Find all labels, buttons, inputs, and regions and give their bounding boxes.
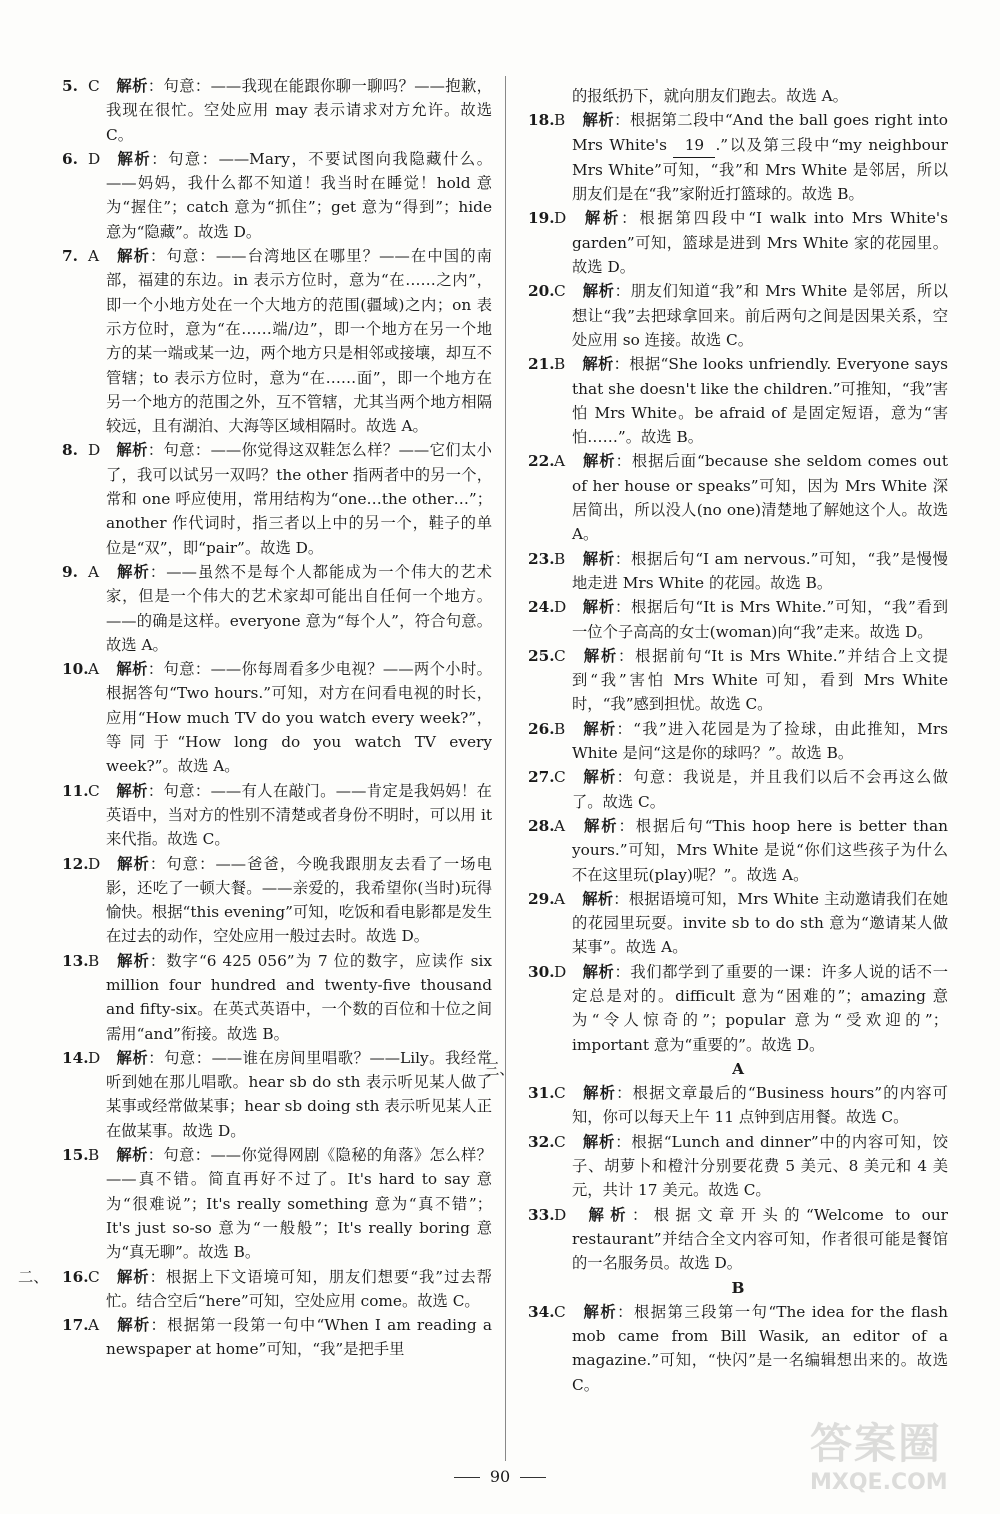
analysis-label: 解析	[582, 1084, 617, 1103]
answer-letter: D	[88, 441, 101, 460]
analysis-label: 解析	[116, 247, 151, 266]
page-number-text: 90	[489, 1467, 511, 1486]
analysis-text: ：根据后句“It is Mrs White.”可知，“我”看到一位个子高高的女士(woman)向“我”走来。故选 D。	[572, 598, 948, 641]
question-number: 30.	[528, 962, 555, 981]
answer-letter: D	[88, 149, 101, 168]
analysis-label: 解析	[116, 77, 148, 95]
answer-item	[528, 595, 948, 644]
question-number: 18.	[528, 111, 555, 130]
answer-letter: B	[88, 951, 100, 970]
analysis-label: 解析	[116, 854, 150, 873]
analysis-label: 解析	[116, 1316, 151, 1335]
analysis-label: 解析	[582, 111, 615, 130]
section-three-heading	[484, 1057, 948, 1081]
analysis-text: ：根据后面“because she seldom comes out of her house or speaks”可知，因为 Mrs White 深居简出，所以没人(no one)清楚地了解她这个人。故选 A。	[572, 452, 948, 544]
analysis-text: ：根据语境可知，Mrs White 主动邀请我们在她的花园里玩耍。invite sb to do sth 意为“邀请某人做某事”。故选 A。	[572, 889, 948, 957]
analysis-text: ：句意：——Mary，不要试图向我隐藏什么。——妈妈，我什么都不知道！我当时在睡觉！hold 意为“握住”；catch 意为“抓住”；get 意为“得到”；hide 意为“隐藏”。故选 D。	[106, 149, 492, 241]
answer-letter: C	[554, 1132, 566, 1151]
answer-letter: C	[554, 1302, 566, 1321]
analysis-label: 解析	[116, 951, 150, 970]
answer-item	[528, 547, 948, 596]
analysis-label: 解析	[582, 889, 614, 908]
answer-letter: A	[88, 562, 100, 581]
question-number: 29.	[528, 889, 555, 908]
answer-item	[528, 887, 948, 960]
question-number: 16.	[62, 1267, 89, 1286]
answer-letter: B	[554, 111, 566, 130]
question-number: 17.	[62, 1316, 89, 1335]
question-number: 11.	[62, 781, 89, 800]
analysis-label: 解析	[116, 149, 152, 168]
analysis-text: ：句意：——你觉得网剧《隐秘的角落》怎么样？——真不错。简直再好不过了。It's hard to say 意为“很难说”；It's really something 意为“真不错”；It's just so-so 意为“一般般”；It's really boring 意为“真无聊”。故选 B。	[106, 1146, 492, 1262]
analysis-label: 解析	[582, 549, 615, 568]
analysis-label: 解析	[116, 1048, 149, 1067]
answer-letter: D	[88, 1048, 101, 1067]
section-label: 二、	[18, 1267, 49, 1286]
question-number: 21.	[528, 355, 555, 374]
analysis-label: 解析	[582, 209, 622, 228]
answer-letter: B	[554, 549, 566, 568]
question-number: 15.	[62, 1146, 89, 1165]
answer-item	[528, 717, 948, 766]
analysis-label: 解析	[116, 1267, 150, 1286]
answer-item	[62, 1313, 492, 1362]
passage-heading-a: A	[732, 1059, 744, 1078]
analysis-label: 解析	[582, 816, 619, 835]
analysis-text: ：句意：——有人在敲门。——肯定是我妈妈！在英语中，当对方的性别不清楚或者身份不明时，可以用 it 来代指。故选 C。	[106, 781, 492, 849]
question-number: 6.	[62, 149, 78, 168]
answer-letter: A	[554, 816, 566, 835]
answer-item	[62, 1143, 492, 1264]
analysis-label: 解析	[582, 598, 615, 617]
analysis-text: ：——虽然不是每个人都能成为一个伟大的艺术家，但是一个伟大的艺术家却可能出自任何一个地方。——的确是这样。everyone 意为“每个人”，符合句意。故选 A。	[106, 562, 492, 654]
answer-item	[62, 244, 492, 438]
answer-item	[62, 1046, 492, 1143]
analysis-text: ：根据后句“I am nervous.”可知，“我”是慢慢地走进 Mrs White 的花园。故选 B。	[572, 549, 948, 592]
blank-number: 19	[673, 133, 715, 158]
analysis-text: ：句意：——台湾地区在哪里？——在中国的南部，福建的东边。in 表示方位时，意为“在……之内”，即一个小地方处在一个大地方的范围(疆域)之内；on 表示方位时，意为“在……端/边”，即一个地方在另一个地方的某一端或某一边，两个地方只是相邻或接壤，却互不管辖；to 表示方位时，意为“在……面”，即一个地方在另一个地方的范围之外，互不管辖，尤其当两个地方相隔较远，且有湖泊、大海等区域相隔时。故选 A。	[106, 247, 492, 436]
answer-item	[528, 765, 948, 814]
question-number: 28.	[528, 816, 555, 835]
analysis-text: ：根据文章开头的“Welcome to our restaurant”并结合全文内容可知，作者很可能是餐馆的一名服务员。故选 D。	[572, 1205, 948, 1273]
answer-letter: C	[88, 77, 100, 95]
answer-letter: D	[554, 962, 567, 981]
answer-letter: B	[554, 719, 566, 738]
question-number: 34.	[528, 1302, 555, 1321]
analysis-text: ：根据“Lunch and dinner”中的内容可知，饺子、胡萝卜和橙汁分别要花费 5 美元、8 美元和 4 美元，共计 17 美元。故选 C。	[572, 1132, 948, 1200]
analysis-text: ：我们都学到了重要的一课：许多人说的话不一定总是对的。difficult 意为“困难的”；amazing 意为“令人惊奇的”；popular 意为“受欢迎的”；important 意为“重要的”。故选 D。	[572, 962, 948, 1054]
answer-item	[62, 560, 492, 657]
answer-item	[528, 1130, 948, 1203]
watermark-cn: 答案圈	[810, 1419, 943, 1468]
question-number: 14.	[62, 1048, 89, 1067]
answer-letter: C	[554, 282, 566, 301]
analysis-text: ：根据“She looks unfriendly. Everyone says that she doesn't like the children.”可推知，“我”害怕 Mrs White。be afraid of 是固定短语，意为“害怕……”。故选 B。	[572, 355, 948, 447]
analysis-label: 解析	[116, 441, 148, 460]
analysis-label: 解析	[582, 355, 614, 374]
answer-letter: A	[88, 660, 100, 679]
analysis-text: ：“我”进入花园是为了捡球，由此推知，Mrs White 是问“这是你的球吗？”。故选 B。	[572, 719, 948, 763]
answer-letter: D	[554, 209, 567, 228]
answer-letter: A	[88, 247, 100, 266]
answer-item	[62, 74, 492, 147]
answer-letter: C	[554, 768, 566, 787]
answer-item	[62, 779, 492, 852]
question-number: 5.	[62, 77, 78, 95]
answer-item	[528, 449, 948, 546]
answer-item	[62, 657, 492, 778]
question-number: 24.	[528, 598, 555, 617]
analysis-label: 解析	[116, 562, 150, 581]
answer-item-18	[528, 108, 948, 206]
question-number: 31.	[528, 1084, 555, 1103]
analysis-text: ：朋友们知道“我”和 Mrs White 是邻居，所以想让“我”去把球拿回来。前后两句之间是因果关系，空处应用 so 连接。故选 C。	[572, 282, 948, 349]
answer-letter: D	[88, 854, 101, 873]
question-number: 25.	[528, 646, 555, 665]
analysis-text: ：根据上下文语境可知，朋友们想要“我”过去帮忙。结合空后“here”可知，空处应用 come。故选 C。	[106, 1267, 492, 1310]
question-number: 26.	[528, 719, 555, 738]
answer-item	[528, 206, 948, 279]
left-column	[18, 74, 492, 1362]
question-number: 27.	[528, 768, 555, 787]
answer-list-b	[528, 1300, 948, 1397]
section-label: 三、	[484, 1059, 515, 1078]
answer-letter: D	[554, 1205, 567, 1224]
answer-letter: A	[88, 1316, 100, 1335]
right-column	[484, 84, 948, 1397]
analysis-label: 解析	[582, 1132, 616, 1151]
continued-text: 的报纸扔下，就向朋友们跑去。故选 A。	[572, 87, 848, 105]
analysis-label: 解析	[582, 1205, 632, 1224]
analysis-label: 解析	[582, 719, 617, 738]
question-number: 7.	[62, 247, 78, 266]
answer-item	[528, 960, 948, 1057]
answer-item	[62, 438, 492, 559]
answer-letter: A	[554, 889, 566, 908]
answer-list-a	[528, 1081, 948, 1275]
question-number: 12.	[62, 854, 89, 873]
analysis-text: ：句意：——爸爸，今晚我跟朋友去看了一场电影，还吃了一顿大餐。——亲爱的，我希望你(当时)玩得愉快。根据“this evening”可知，吃饭和看电影都是发生在过去的动作，空处应用一般过去时。故选 D。	[106, 854, 492, 946]
question-number: 32.	[528, 1132, 555, 1151]
column-divider	[505, 76, 506, 1461]
answer-item	[62, 147, 492, 244]
analysis-label: 解析	[116, 781, 148, 800]
analysis-text: ：句意：——谁在房间里唱歌？——Lily。我经常听到她在那儿唱歌。hear sb do sth 表示听见某人做了某事或经常做某事；hear sb doing sth 表示听见某人正在做某事。故选 D。	[106, 1048, 492, 1140]
analysis-text: ：根据第三段第一句“The idea for the flash mob came from Bill Wasik, an editor of a magazine.”可知，“快闪”是一名编辑想出来的。故选 C。	[572, 1302, 948, 1394]
analysis-text: ：根据后句“This hoop here is better than yours.”可知，Mrs White 是说“你们这些孩子为什么不在这里玩(play)呢？”。故选 A。	[572, 816, 948, 884]
analysis-label: 解析	[582, 768, 617, 787]
question-number: 13.	[62, 951, 89, 970]
passage-heading-b: B	[731, 1278, 745, 1297]
answer-letter: C	[554, 646, 566, 665]
analysis-label: 解析	[116, 1146, 148, 1165]
answer-item	[528, 279, 948, 352]
analysis-text: ：根据第二段中“And the ball goes right into Mrs White's	[572, 111, 948, 154]
answer-item	[528, 352, 948, 449]
analysis-label: 解析	[582, 1302, 618, 1321]
analysis-text: ：句意：——你觉得这双鞋怎么样？——它们太小了，我可以试另一双吗？the other 指两者中的另一个，常和 one 呼应使用，常用结构为“one…the other…”；another 作代词时，指三者以上中的另一个，鞋子的单位是“双”，即“pair”。故选 D。	[106, 441, 492, 557]
question-number: 19.	[528, 209, 555, 228]
analysis-label: 解析	[582, 646, 618, 665]
answer-letter: B	[88, 1146, 100, 1165]
watermark-en: MXQE.COM	[810, 1470, 948, 1495]
analysis-label: 解析	[582, 962, 615, 981]
answer-item	[528, 1300, 948, 1397]
answer-item	[528, 1203, 948, 1276]
analysis-label: 解析	[116, 660, 148, 679]
question-number: 22.	[528, 452, 555, 471]
answer-letter: A	[554, 452, 566, 471]
answer-letter: C	[554, 1084, 566, 1103]
answer-item	[62, 949, 492, 1046]
analysis-label: 解析	[582, 282, 615, 301]
analysis-text: ：句意：我说是，并且我们以后不会再这么做了。故选 C。	[572, 768, 948, 811]
analysis-text: ：句意：——你每周看多少电视？——两个小时。根据答句“Two hours.”可知，对方在问看电视的时长，应用“How much TV do you watch every week?”，等同于“How long do you watch TV every week?”。故选 A。	[106, 660, 492, 776]
analysis-text: ：根据第四段中“I walk into Mrs White's garden”可知，篮球是进到 Mrs White 家的花园里。故选 D。	[572, 209, 948, 277]
answer-letter: C	[88, 781, 100, 800]
answer-item	[528, 1081, 948, 1130]
analysis-label: 解析	[582, 452, 616, 471]
analysis-text: ：根据前句“It is Mrs White.”并结合上文提到“我”害怕 Mrs White 可知，看到 Mrs White 时，“我”感到担忧。故选 C。	[572, 646, 948, 714]
answer-item	[528, 814, 948, 887]
question-number: 8.	[62, 441, 78, 460]
answer-letter: C	[88, 1267, 100, 1286]
question-number: 33.	[528, 1205, 555, 1224]
question-number: 9.	[62, 562, 78, 581]
answer-letter: D	[554, 598, 567, 617]
analysis-text: ：句意：——我现在能跟你聊一聊吗？——抱歉，我现在很忙。空处应用 may 表示请求对方允许。故选 C。	[106, 77, 492, 144]
answer-item	[528, 644, 948, 717]
question-number: 20.	[528, 282, 555, 301]
analysis-text: .”以及第三段中“my neighbour Mrs White”可知，“我”和 Mrs White 是邻居，所以朋友们是在“我”家附近打篮球的。故选 B。	[572, 135, 948, 204]
answer-item	[18, 1265, 492, 1314]
answer-letter: B	[554, 355, 566, 374]
answer-list	[528, 206, 948, 1056]
question-number: 10.	[62, 660, 89, 679]
question-number: 23.	[528, 549, 555, 568]
analysis-text: ：根据文章最后的“Business hours”的内容可知，你可以每天上午 11 点钟到店用餐。故选 C。	[572, 1084, 948, 1127]
analysis-text: ：根据第一段第一句中“When I am reading a newspaper at home”可知，“我”是把手里	[106, 1316, 492, 1359]
analysis-text: ：数字“6 425 056”为 7 位的数字，应读作 six million four hundred and twenty-five thousand and fifty-six。在英式英语中，一个数的百位和十位之间需用“and”衔接。故选 B。	[106, 951, 492, 1043]
answer-item	[62, 852, 492, 949]
watermark-logo	[810, 1418, 980, 1510]
